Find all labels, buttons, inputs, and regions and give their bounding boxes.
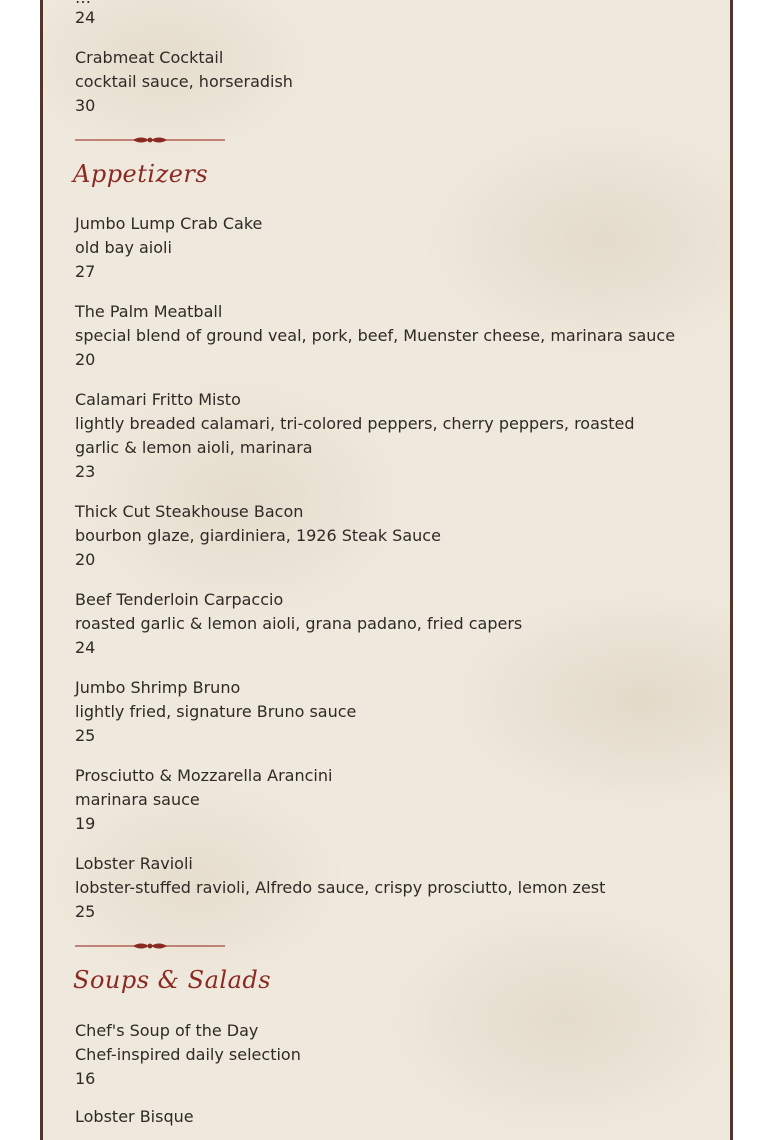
menu-item-description: lightly breaded calamari, tri-colored peppers, cherry peppers, roasted garlic & lemon aioli, marinara bbox=[75, 414, 635, 457]
menu-item-price: 24 bbox=[75, 638, 96, 657]
menu-item-cut-top bbox=[75, 0, 715, 27]
menu-item-description bbox=[75, 0, 715, 10]
menu-item-name: The Palm Meatball bbox=[75, 302, 223, 321]
menu-item-price: 30 bbox=[75, 96, 96, 115]
menu-item-price: 23 bbox=[75, 462, 96, 481]
menu-item-lobster-ravioli bbox=[75, 852, 655, 924]
menu-item-name: Thick Cut Steakhouse Bacon bbox=[75, 502, 304, 521]
menu-item-price: 16 bbox=[75, 1069, 96, 1088]
menu-item-steakhouse-bacon bbox=[75, 500, 655, 572]
menu-item-name: Jumbo Shrimp Bruno bbox=[75, 678, 241, 697]
menu-item-price: 27 bbox=[75, 262, 96, 281]
menu-item-name: Jumbo Lump Crab Cake bbox=[75, 214, 263, 233]
menu-item-description: old bay aioli bbox=[75, 238, 172, 257]
menu-item-arancini bbox=[75, 764, 655, 836]
menu-item-price: 20 bbox=[75, 550, 96, 569]
section-title-appetizers: Appetizers bbox=[73, 160, 209, 188]
menu-item-price: 25 bbox=[75, 902, 96, 921]
menu-item-lobster-bisque bbox=[75, 1105, 655, 1129]
ornament-divider-icon bbox=[75, 940, 225, 952]
section-title-soups-salads: Soups & Salads bbox=[73, 966, 272, 994]
menu-item-name: Beef Tenderloin Carpaccio bbox=[75, 590, 284, 609]
menu-item-crabmeat-cocktail bbox=[75, 46, 655, 118]
menu-item-shrimp-bruno bbox=[75, 676, 655, 748]
ornament-divider-icon bbox=[75, 134, 225, 146]
menu-item-price: 20 bbox=[75, 350, 96, 369]
menu-item-soup-of-the-day bbox=[75, 1019, 655, 1091]
menu-item-price: 25 bbox=[75, 726, 96, 745]
menu-item-name: Lobster Ravioli bbox=[75, 854, 193, 873]
menu-item-crab-cake bbox=[75, 212, 655, 284]
menu-item-name: Chef's Soup of the Day bbox=[75, 1021, 259, 1040]
menu-item-description: special blend of ground veal, pork, beef, Muenster cheese, marinara sauce bbox=[75, 326, 676, 345]
menu-item-name: Calamari Fritto Misto bbox=[75, 390, 241, 409]
menu-item-calamari bbox=[75, 388, 655, 484]
menu-item-description: lobster-stuffed ravioli, Alfredo sauce, crispy prosciutto, lemon zest bbox=[75, 878, 606, 897]
menu-item-description: Chef-inspired daily selection bbox=[75, 1045, 301, 1064]
menu-item-description: cocktail sauce, horseradish bbox=[75, 72, 293, 91]
menu-item-price: 19 bbox=[75, 814, 96, 833]
menu-item-carpaccio bbox=[75, 588, 655, 660]
menu-item-description: lightly fried, signature Bruno sauce bbox=[75, 702, 357, 721]
menu-item-price: 24 bbox=[75, 8, 96, 27]
menu-item-description: bourbon glaze, giardiniera, 1926 Steak Sauce bbox=[75, 526, 441, 545]
menu-item-name: Prosciutto & Mozzarella Arancini bbox=[75, 766, 333, 785]
menu-item-palm-meatball bbox=[75, 300, 676, 372]
menu-item-name: Crabmeat Cocktail bbox=[75, 48, 224, 67]
menu-item-name: Lobster Bisque bbox=[75, 1107, 194, 1126]
menu-item-description: roasted garlic & lemon aioli, grana padano, fried capers bbox=[75, 614, 523, 633]
menu-item-description: marinara sauce bbox=[75, 790, 200, 809]
